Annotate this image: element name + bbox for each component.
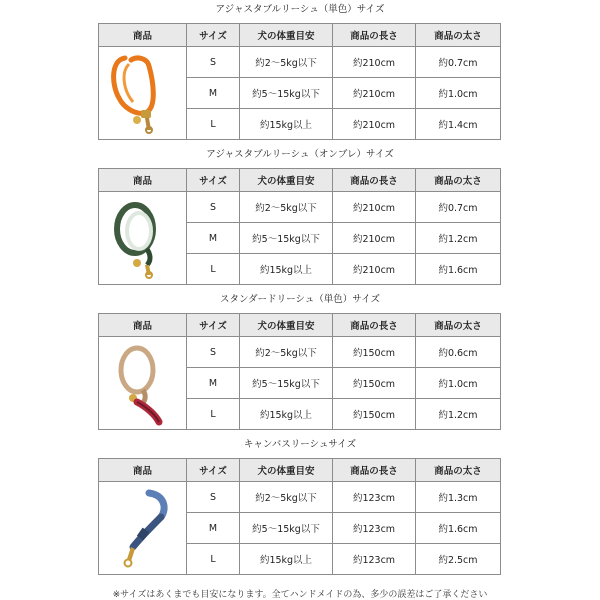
header-size: サイズ <box>187 24 240 47</box>
navy-canvas-leash-image <box>103 485 183 571</box>
header-weight: 犬の体重目安 <box>240 24 333 47</box>
weight-cell: 約5〜15kg以下 <box>240 368 333 399</box>
thickness-cell: 約1.6cm <box>416 513 501 544</box>
length-cell: 約150cm <box>333 368 416 399</box>
thickness-cell: 約2.5cm <box>416 544 501 575</box>
product-image <box>99 337 187 430</box>
table-row <box>99 47 501 78</box>
length-cell: 約210cm <box>333 254 416 285</box>
thickness-cell: 約1.3cm <box>416 482 501 513</box>
table-row <box>99 192 501 223</box>
size-cell: M <box>187 223 240 254</box>
product-image <box>99 47 187 140</box>
size-cell: M <box>187 368 240 399</box>
size-table <box>98 313 501 430</box>
thickness-cell: 約0.7cm <box>416 47 501 78</box>
thickness-cell: 約1.0cm <box>416 78 501 109</box>
product-image <box>99 192 187 285</box>
header-thickness: 商品の太さ <box>416 24 501 47</box>
header-weight: 犬の体重目安 <box>240 459 333 482</box>
section-title: アジャスタブルリーシュ（オンブレ）サイズ <box>206 149 394 160</box>
size-cell: L <box>187 109 240 140</box>
header-thickness: 商品の太さ <box>416 314 501 337</box>
size-cell: M <box>187 78 240 109</box>
size-table <box>98 458 501 575</box>
header-weight: 犬の体重目安 <box>240 314 333 337</box>
header-product: 商品 <box>99 459 187 482</box>
size-section-1 <box>0 3 600 139</box>
size-cell: M <box>187 513 240 544</box>
weight-cell: 約2〜5kg以下 <box>240 337 333 368</box>
header-product: 商品 <box>99 314 187 337</box>
header-length: 商品の長さ <box>333 314 416 337</box>
beige-rope-leash-image <box>103 340 183 426</box>
footnote: ※サイズはあくまでも目安になります。全てハンドメイドの為、多少の誤差はご了承ください <box>112 590 488 600</box>
header-weight: 犬の体重目安 <box>240 169 333 192</box>
length-cell: 約210cm <box>333 47 416 78</box>
size-section-4 <box>0 438 600 574</box>
size-table <box>98 168 501 285</box>
section-title: スタンダードリーシュ（単色）サイズ <box>220 294 380 305</box>
length-cell: 約123cm <box>333 513 416 544</box>
length-cell: 約210cm <box>333 78 416 109</box>
weight-cell: 約5〜15kg以下 <box>240 223 333 254</box>
weight-cell: 約15kg以上 <box>240 254 333 285</box>
size-table <box>98 23 501 140</box>
product-image <box>99 482 187 575</box>
thickness-cell: 約1.2cm <box>416 399 501 430</box>
green-ombre-rope-leash-image <box>103 195 183 281</box>
size-cell: L <box>187 399 240 430</box>
table-header-row <box>99 24 501 47</box>
thickness-cell: 約0.7cm <box>416 192 501 223</box>
weight-cell: 約2〜5kg以下 <box>240 482 333 513</box>
size-section-2 <box>0 148 600 284</box>
length-cell: 約123cm <box>333 482 416 513</box>
table-header-row <box>99 459 501 482</box>
size-cell: L <box>187 544 240 575</box>
weight-cell: 約5〜15kg以下 <box>240 513 333 544</box>
thickness-cell: 約1.4cm <box>416 109 501 140</box>
weight-cell: 約15kg以上 <box>240 544 333 575</box>
length-cell: 約210cm <box>333 223 416 254</box>
weight-cell: 約2〜5kg以下 <box>240 192 333 223</box>
header-product: 商品 <box>99 24 187 47</box>
header-product: 商品 <box>99 169 187 192</box>
header-length: 商品の長さ <box>333 169 416 192</box>
size-cell: S <box>187 482 240 513</box>
length-cell: 約210cm <box>333 109 416 140</box>
thickness-cell: 約1.0cm <box>416 368 501 399</box>
table-header-row <box>99 314 501 337</box>
header-thickness: 商品の太さ <box>416 459 501 482</box>
header-size: サイズ <box>187 314 240 337</box>
size-cell: S <box>187 47 240 78</box>
header-thickness: 商品の太さ <box>416 169 501 192</box>
thickness-cell: 約1.6cm <box>416 254 501 285</box>
weight-cell: 約15kg以上 <box>240 399 333 430</box>
table-row <box>99 337 501 368</box>
weight-cell: 約15kg以上 <box>240 109 333 140</box>
size-section-3 <box>0 293 600 429</box>
header-length: 商品の長さ <box>333 24 416 47</box>
header-length: 商品の長さ <box>333 459 416 482</box>
length-cell: 約150cm <box>333 337 416 368</box>
length-cell: 約123cm <box>333 544 416 575</box>
section-title: アジャスタブルリーシュ（単色）サイズ <box>215 4 385 15</box>
weight-cell: 約2〜5kg以下 <box>240 47 333 78</box>
size-cell: S <box>187 192 240 223</box>
size-cell: S <box>187 337 240 368</box>
length-cell: 約210cm <box>333 192 416 223</box>
thickness-cell: 約0.6cm <box>416 337 501 368</box>
size-cell: L <box>187 254 240 285</box>
table-header-row <box>99 169 501 192</box>
weight-cell: 約5〜15kg以下 <box>240 78 333 109</box>
section-title: キャンバスリーシュサイズ <box>243 439 357 450</box>
header-size: サイズ <box>187 169 240 192</box>
length-cell: 約150cm <box>333 399 416 430</box>
thickness-cell: 約1.2cm <box>416 223 501 254</box>
header-size: サイズ <box>187 459 240 482</box>
table-row <box>99 482 501 513</box>
orange-rope-leash-image <box>103 50 183 136</box>
